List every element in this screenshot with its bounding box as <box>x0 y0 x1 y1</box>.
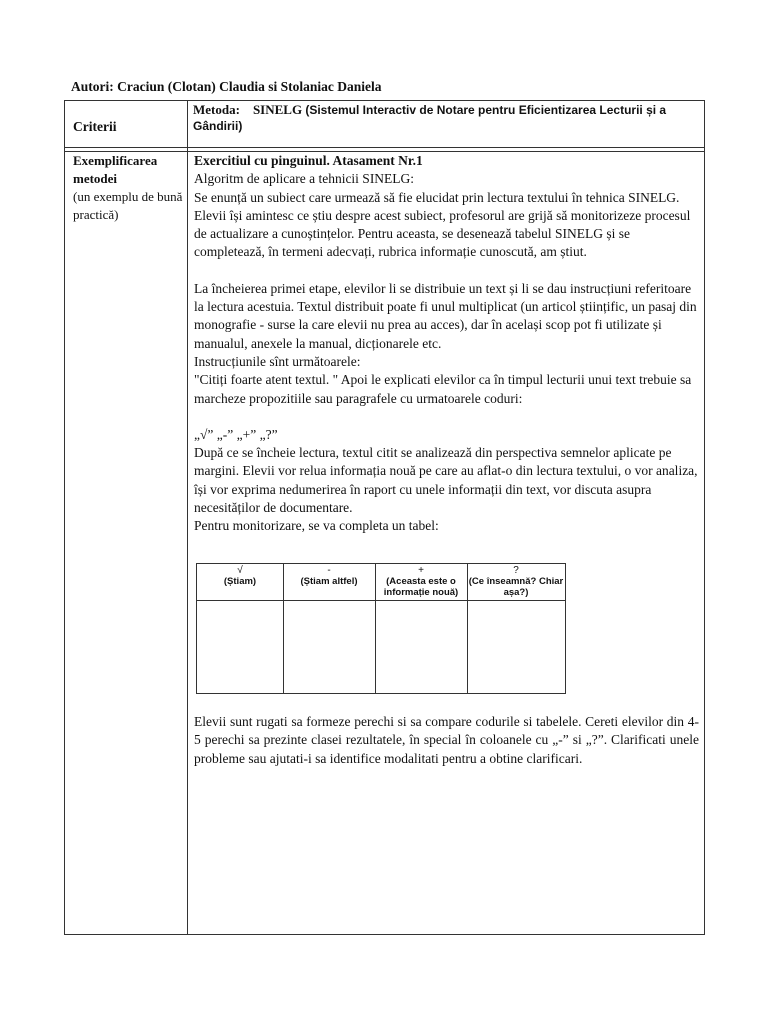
marking-codes: „√” „-” „+” „?” <box>194 426 278 442</box>
column-divider <box>187 101 188 934</box>
sinelg-table <box>196 563 566 694</box>
paragraph-step-1: Se enunță un subiect care urmează să fie elucidat prin lectura textului în tehnica SINELG. Elevii își amintesc ce știu despre acest subiect, profesorul are grijă să monitorizeze procesul de actualizare a cunoștințelor. Pentru aceasta, se desenează tabelul SINELG și se completează, în termeni adecvați, rubrica informație cunoscută, am știut. <box>194 189 691 260</box>
method-full-name: (Sistemul Interactiv de Notare pentru Eficientizarea Lecturii și a Gândirii) <box>193 103 667 133</box>
sinelg-col-4 <box>467 564 565 601</box>
sinelg-col-2-label: (Știam altfel) <box>300 576 358 587</box>
row-divider <box>65 147 704 148</box>
minus-symbol: - <box>327 565 331 576</box>
sinelg-col-1 <box>197 564 283 601</box>
authors-line: Autori: Craciun (Clotan) Claudia si Stolaniac Daniela <box>71 79 382 94</box>
algorithm-intro: Algoritm de aplicare a tehnicii SINELG: <box>194 171 415 187</box>
sinelg-divider <box>375 564 376 693</box>
sinelg-divider <box>467 564 468 693</box>
plus-symbol: + <box>418 565 424 576</box>
row-label-title: Exemplificarea metodei <box>73 153 158 186</box>
check-symbol: √ <box>237 565 243 576</box>
sinelg-divider <box>283 564 284 693</box>
sinelg-col-4-label: (Ce înseamnă? Chiar așa?) <box>468 576 564 598</box>
row-label-note: (un exemplu de bună practică) <box>73 189 183 222</box>
criteria-header: Criterii <box>73 119 117 134</box>
paragraph-step-2: La încheierea primei etape, elevilor li se distribuie un text și li se dau instrucțiuni referitoare la lectura acestuia. Textul distribuit poate fi unul multiplicat (un articol științific, un pasaj din monografie - surse la care elevii nu prea au acces), dar în același scop pot fi utilizate și manualul, anexele la manual, dicționarele etc. <box>194 280 697 351</box>
sinelg-col-2 <box>283 564 375 601</box>
method-label: Metoda: <box>193 102 240 117</box>
method-header <box>193 102 699 134</box>
instructions-text: "Citiți foarte atent textul. " Apoi le explicati elevilor ca în timpul lecturii unui text trebuie sa marcheze propozitiile sau paragrafele cu urmatoarele coduri: <box>194 372 692 406</box>
method-name: SINELG <box>252 102 303 117</box>
exercise-heading: Exercitiul cu pinguinul. Atasament Nr.1 <box>194 153 423 168</box>
sinelg-col-3 <box>375 564 467 601</box>
method-description <box>194 152 700 536</box>
monitoring-intro: Pentru monitorizare, se va completa un tabel: <box>194 518 439 534</box>
sinelg-col-3-label: (Aceasta este o informație nouă) <box>383 576 459 598</box>
closing-paragraph: Elevii sunt rugati sa formeze perechi si sa compare codurile si tabelele. Cereti elevilor din 4-5 perechi sa prezinte clasei rezultatele, în special în coloanele cu „-” si „?”. Clarificati unele probleme sau ajutati-i sa identifice modalitati pentru a obtine clarificari. <box>194 714 699 766</box>
instructions-label: Instrucțiunile sînt următoarele: <box>194 353 361 369</box>
row-label <box>73 152 185 224</box>
sinelg-col-1-label: (Știam) <box>223 576 257 587</box>
paragraph-analysis: După ce se încheie lectura, textul citit se analizează din perspectiva semnelor aplicate pe margini. Elevii vor relua informația nouă pe care au aflat-o din lectura textului, o vor analiza, își vor exprima nedumerirea în raport cu unele informații din text, vor discuta asupra necesităților de documentare. <box>194 445 698 516</box>
question-symbol: ? <box>513 565 519 576</box>
sinelg-header-divider <box>197 600 565 601</box>
criteria-table <box>64 100 705 935</box>
